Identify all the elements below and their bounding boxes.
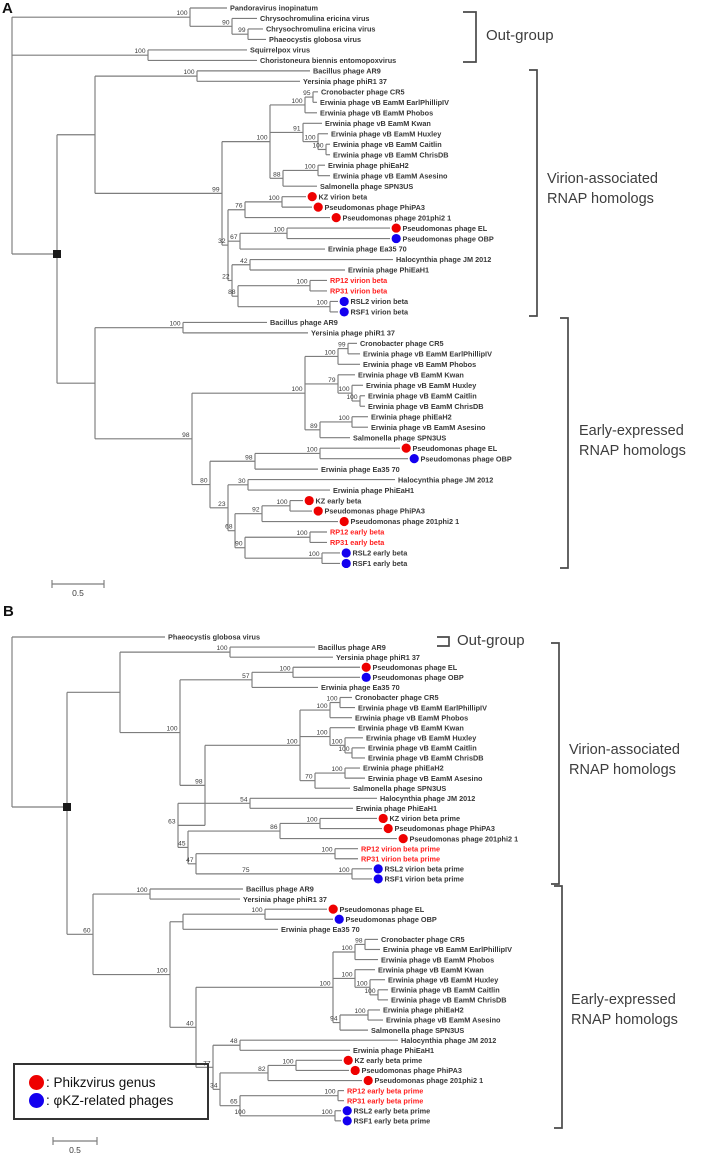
bootstrap-value: 100 xyxy=(324,1088,336,1096)
taxon-label: RSF1 early beta prime xyxy=(353,1116,431,1126)
scale-bar-label: 0.5 xyxy=(72,588,84,598)
panel-a-letter: A xyxy=(2,0,13,17)
bootstrap-value: 100 xyxy=(316,299,328,307)
taxon-label: Erwinia phage Ea35 70 xyxy=(321,683,400,693)
taxon-label: Cronobacter phage CR5 xyxy=(321,87,405,97)
taxon-label: RP31 virion beta xyxy=(330,286,388,296)
virion-group-label-b-line2: RNAP homologs xyxy=(569,762,676,778)
bootstrap-value: 100 xyxy=(273,226,285,234)
blue-dot-icon xyxy=(343,1116,352,1125)
taxon-label: Erwinia phage vB EamM ChrisDB xyxy=(368,401,484,411)
outgroup-label-a: Out-group xyxy=(486,27,554,44)
red-dot-icon xyxy=(344,1056,353,1065)
bootstrap-value: 98 xyxy=(182,431,190,439)
taxon-label: Erwinia phage PhiEaH1 xyxy=(333,485,415,495)
taxon-label: KZ early beta xyxy=(315,496,362,506)
taxon-label: Erwinia phage vB EamM Huxley xyxy=(366,733,477,743)
taxon-label: Erwinia phage vB EamM Caitlin xyxy=(333,139,442,149)
taxon-label: Yersinia phage phiR1 37 xyxy=(311,328,395,338)
red-dot-icon xyxy=(314,506,323,515)
taxon-label: Erwinia phage vB EamM EarlPhillipIV xyxy=(363,349,492,359)
taxon-label: Erwinia phage phiEaH2 xyxy=(383,1005,464,1015)
taxon-label: RP31 early beta xyxy=(330,538,385,548)
taxon-label: Erwinia phage vB EamM Caitlin xyxy=(368,391,477,401)
bootstrap-value: 100 xyxy=(316,703,328,711)
bootstrap-value: 79 xyxy=(328,376,336,384)
taxon-label: RP12 virion beta xyxy=(330,276,388,286)
bootstrap-value: 100 xyxy=(321,846,333,854)
red-dot-icon xyxy=(329,905,338,914)
blue-dot-icon xyxy=(342,548,351,557)
taxon-label: Erwinia phage vB EamM Huxley xyxy=(366,380,477,390)
early-group-label-b xyxy=(571,990,678,1030)
virion-group-label-b xyxy=(569,740,680,780)
root-node-marker xyxy=(53,250,61,258)
bootstrap-value: 63 xyxy=(168,818,176,826)
taxon-label: Pseudomonas phage OBP xyxy=(402,234,494,244)
bootstrap-value: 100 xyxy=(356,980,368,988)
taxon-label: Chrysochromulina ericina virus xyxy=(266,24,376,34)
bootstrap-value: 60 xyxy=(83,927,91,935)
early-group-label-a-line1: Early-expressed xyxy=(579,423,684,439)
legend-box xyxy=(13,1063,209,1120)
taxon-label: Pseudomonas phage EL xyxy=(412,443,498,453)
taxon-label: Pseudomonas phage EL xyxy=(372,662,458,672)
taxon-label: Erwinia phage Ea35 70 xyxy=(321,464,400,474)
bootstrap-value: 100 xyxy=(338,745,350,753)
bootstrap-value: 100 xyxy=(279,665,291,673)
bootstrap-value: 100 xyxy=(216,645,228,653)
group-bracket xyxy=(529,70,537,316)
taxon-label: Yersinia phage phiR1 37 xyxy=(303,77,387,87)
taxon-label: Cronobacter phage CR5 xyxy=(381,935,465,945)
bootstrap-value: 67 xyxy=(230,234,238,242)
group-bracket xyxy=(437,637,449,646)
legend-row-phikzvirus xyxy=(29,1075,207,1090)
taxon-label: Chrysochromulina ericina virus xyxy=(260,14,370,24)
bootstrap-value: 100 xyxy=(319,980,331,988)
bootstrap-value: 100 xyxy=(338,414,350,422)
taxon-label: Erwinia phage vB EamM EarlPhillipIV xyxy=(383,945,512,955)
taxon-label: Erwinia phage vB EamM EarlPhillipIV xyxy=(358,703,487,713)
group-bracket xyxy=(560,318,568,568)
bootstrap-value: 77 xyxy=(203,1060,211,1068)
red-dot-icon xyxy=(314,203,323,212)
blue-dot-icon xyxy=(340,297,349,306)
bootstrap-value: 100 xyxy=(282,1058,294,1066)
red-dot-icon xyxy=(362,663,371,672)
bootstrap-value: 32 xyxy=(218,238,226,246)
taxon-label: Erwinia phage Ea35 70 xyxy=(328,244,407,254)
bootstrap-value: 100 xyxy=(276,498,288,506)
taxon-label: Erwinia phage vB EamM Phobos xyxy=(363,360,477,370)
bootstrap-value: 95 xyxy=(303,90,311,98)
bootstrap-value: 100 xyxy=(291,386,303,394)
bootstrap-value: 100 xyxy=(312,142,324,150)
group-bracket xyxy=(463,12,476,62)
red-dot-icon xyxy=(402,444,411,453)
bootstrap-value: 99 xyxy=(238,27,246,35)
bootstrap-value: 100 xyxy=(346,394,358,401)
taxon-label: Squirrelpox virus xyxy=(250,45,311,55)
scale-bar-label: 0.5 xyxy=(69,1145,81,1155)
taxon-label: Erwinia phage vB EamM Asesino xyxy=(386,1015,501,1025)
legend-phikzvirus-text: : Phikzvirus genus xyxy=(46,1075,156,1090)
bootstrap-value: 57 xyxy=(242,672,250,680)
taxon-label: Yersinia phage phiR1 37 xyxy=(336,652,420,662)
bootstrap-value: 99 xyxy=(338,341,346,349)
blue-dot-icon xyxy=(374,864,383,873)
bootstrap-value: 88 xyxy=(228,289,236,297)
bootstrap-value: 100 xyxy=(136,887,148,895)
bootstrap-value: 100 xyxy=(341,971,353,979)
taxon-label: Pandoravirus inopinatum xyxy=(230,3,318,13)
taxon-label: Erwinia phage Ea35 70 xyxy=(281,925,360,935)
virion-group-label-a-line2: RNAP homologs xyxy=(547,191,654,207)
taxon-label: RP12 early beta xyxy=(330,527,385,537)
taxon-label: Pseudomonas phage PhiPA3 xyxy=(394,824,495,834)
red-dot-icon xyxy=(305,496,314,505)
taxon-label: Erwinia phage PhiEaH1 xyxy=(348,265,430,275)
taxon-label: Pseudomonas phage PhiPA3 xyxy=(324,506,425,516)
blue-dot-icon xyxy=(374,874,383,883)
taxon-label: Erwinia phage vB EamM Huxley xyxy=(388,975,499,985)
taxon-label: Pseudomonas phage OBP xyxy=(372,673,464,683)
red-dot-icon xyxy=(379,814,388,823)
blue-dot-icon xyxy=(342,559,351,568)
taxon-label: Erwinia phage vB EamM Asesino xyxy=(371,422,486,432)
taxon-label: Pseudomonas phage EL xyxy=(339,904,425,914)
legend-phikz-related-text: : φKZ-related phages xyxy=(46,1093,174,1108)
taxon-label: Bacillus phage AR9 xyxy=(313,66,381,76)
taxon-label: RSL2 virion beta xyxy=(350,297,409,307)
root-node-marker xyxy=(63,803,71,811)
red-dot-icon xyxy=(351,1066,360,1075)
taxon-label: Erwinia phage PhiEaH1 xyxy=(356,804,438,814)
taxon-label: Pseudomonas phage PhiPA3 xyxy=(361,1066,462,1076)
bootstrap-value: 91 xyxy=(293,125,301,133)
taxon-label: Erwinia phage phiEaH2 xyxy=(371,412,452,422)
group-bracket xyxy=(551,643,559,884)
bootstrap-value: 100 xyxy=(304,163,316,171)
red-dot-icon xyxy=(340,517,349,526)
taxon-label: Pseudomonas phage OBP xyxy=(345,914,437,924)
bootstrap-value: 89 xyxy=(310,422,318,430)
bootstrap-value: 100 xyxy=(338,866,350,874)
bootstrap-value: 100 xyxy=(134,48,146,56)
bootstrap-value: 100 xyxy=(296,278,308,286)
taxon-label: Erwinia phage vB EamM ChrisDB xyxy=(368,753,484,763)
blue-dot-icon xyxy=(335,915,344,924)
taxon-label: Erwinia phage vB EamM Asesino xyxy=(368,773,483,783)
taxon-label: Salmonella phage SPN3US xyxy=(320,181,414,191)
bootstrap-value: 100 xyxy=(321,1108,333,1116)
taxon-label: Erwinia phage vB EamM Phobos xyxy=(381,955,495,965)
bootstrap-value: 34 xyxy=(210,1082,218,1090)
taxon-label: Pseudomonas phage 201phi2 1 xyxy=(374,1076,484,1086)
red-dot-icon xyxy=(332,213,341,222)
taxon-label: KZ virion beta xyxy=(318,192,368,202)
bootstrap-value: 80 xyxy=(200,477,208,485)
bootstrap-value: 100 xyxy=(326,695,338,703)
virion-group-label-a xyxy=(547,169,658,209)
bootstrap-value: 100 xyxy=(308,551,320,559)
red-dot-icon xyxy=(308,192,317,201)
panel-b-letter: B xyxy=(3,603,14,620)
bootstrap-value: 100 xyxy=(291,97,303,105)
bootstrap-value: 100 xyxy=(251,907,263,915)
red-dot-icon xyxy=(392,223,401,232)
taxon-label: Phaeocystis globosa virus xyxy=(168,632,261,642)
bootstrap-value: 54 xyxy=(240,796,248,804)
taxon-label: Salmonella phage SPN3US xyxy=(371,1025,465,1035)
blue-dot-icon xyxy=(343,1106,352,1115)
bootstrap-value: 100 xyxy=(324,349,336,357)
bootstrap-value: 98 xyxy=(195,778,203,786)
bootstrap-value: 100 xyxy=(316,729,328,737)
red-dot-icon xyxy=(29,1075,44,1090)
taxon-label: RSL2 early beta xyxy=(352,548,408,558)
red-dot-icon xyxy=(399,834,408,843)
taxon-label: Erwinia phage PhiEaH1 xyxy=(353,1045,435,1055)
taxon-label: Halocynthia phage JM 2012 xyxy=(380,793,476,803)
taxon-label: Erwinia phage vB EamM Kwan xyxy=(325,118,431,128)
taxon-label: Salmonella phage SPN3US xyxy=(353,433,447,443)
taxon-label: Bacillus phage AR9 xyxy=(318,642,386,652)
taxon-label: Erwinia phage vB EamM Caitlin xyxy=(368,743,477,753)
bootstrap-value: 100 xyxy=(156,967,168,975)
taxon-label: Erwinia phage vB EamM Phobos xyxy=(355,713,469,723)
taxon-label: RSL2 virion beta prime xyxy=(384,864,464,874)
blue-dot-icon xyxy=(29,1093,44,1108)
taxon-label: Erwinia phage vB EamM Phobos xyxy=(320,108,434,118)
bootstrap-value: 22 xyxy=(222,273,230,281)
taxon-label: RSL2 early beta prime xyxy=(353,1106,431,1116)
virion-group-label-a-line1: Virion-associated xyxy=(547,171,658,187)
red-dot-icon xyxy=(364,1076,373,1085)
bootstrap-value: 100 xyxy=(268,194,280,202)
bootstrap-value: 88 xyxy=(273,171,281,179)
bootstrap-value: 98 xyxy=(355,937,363,945)
blue-dot-icon xyxy=(340,307,349,316)
bootstrap-value: 100 xyxy=(364,987,376,995)
bootstrap-value: 100 xyxy=(286,738,298,746)
taxon-label: Yersinia phage phiR1 37 xyxy=(243,894,327,904)
bootstrap-value: 86 xyxy=(270,824,278,832)
bootstrap-value: 100 xyxy=(331,738,343,746)
taxon-label: Erwinia phage vB EamM Huxley xyxy=(331,129,442,139)
taxon-label: KZ virion beta prime xyxy=(389,814,461,824)
taxon-label: Cronobacter phage CR5 xyxy=(360,339,444,349)
bootstrap-value: 100 xyxy=(306,446,318,454)
bootstrap-value: 90 xyxy=(235,540,243,548)
taxon-label: Halocynthia phage JM 2012 xyxy=(398,475,494,485)
early-group-label-a xyxy=(579,421,686,461)
red-dot-icon xyxy=(384,824,393,833)
bootstrap-value: 45 xyxy=(178,840,186,848)
blue-dot-icon xyxy=(362,673,371,682)
taxon-label: RP12 virion beta prime xyxy=(361,844,441,854)
taxon-label: Erwinia phage vB EamM Caitlin xyxy=(391,985,500,995)
taxon-label: RSF1 virion beta xyxy=(350,307,409,317)
bootstrap-value: 100 xyxy=(176,10,188,18)
taxon-label: Halocynthia phage JM 2012 xyxy=(396,255,492,265)
taxon-label: Pseudomonas phage 201phi2 1 xyxy=(342,213,452,223)
taxon-label: RSF1 virion beta prime xyxy=(384,874,464,884)
bootstrap-value: 76 xyxy=(235,202,243,210)
bootstrap-value: 100 xyxy=(256,134,268,142)
taxon-label: Erwinia phage vB EamM ChrisDB xyxy=(391,995,507,1005)
bootstrap-value: 23 xyxy=(218,500,226,508)
bootstrap-value: 47 xyxy=(186,856,194,864)
bootstrap-value: 82 xyxy=(258,1065,266,1073)
virion-group-label-b-line1: Virion-associated xyxy=(569,742,680,758)
taxon-label: Erwinia phage vB EamM ChrisDB xyxy=(333,150,449,160)
bootstrap-value: 100 xyxy=(341,945,353,952)
bootstrap-value: 100 xyxy=(338,386,350,394)
bootstrap-value: 42 xyxy=(240,257,248,265)
taxon-label: Erwinia phage vB EamM Kwan xyxy=(358,723,464,733)
taxon-label: Pseudomonas phage PhiPA3 xyxy=(324,202,425,212)
taxon-label: Erwinia phage vB EamM Kwan xyxy=(358,370,464,380)
bootstrap-value: 100 xyxy=(166,725,178,733)
taxon-label: Erwinia phage vB EamM EarlPhillipIV xyxy=(320,98,449,108)
taxon-label: Halocynthia phage JM 2012 xyxy=(401,1035,497,1045)
taxon-label: RSF1 early beta xyxy=(352,559,408,569)
taxon-label: RP31 virion beta prime xyxy=(361,854,441,864)
bootstrap-value: 65 xyxy=(230,1098,238,1106)
taxon-label: Pseudomonas phage EL xyxy=(402,223,488,233)
bootstrap-value: 98 xyxy=(245,454,253,462)
taxon-label: Pseudomonas phage OBP xyxy=(420,454,512,464)
taxon-label: Choristoneura biennis entomopoxvirus xyxy=(260,56,397,66)
taxon-label: KZ early beta prime xyxy=(354,1056,423,1066)
taxon-label: Erwinia phage phiEaH2 xyxy=(363,763,444,773)
taxon-label: Pseudomonas phage 201phi2 1 xyxy=(350,517,460,527)
blue-dot-icon xyxy=(392,234,401,243)
bootstrap-value: 99 xyxy=(212,186,220,194)
taxon-label: RP12 early beta prime xyxy=(347,1086,424,1096)
early-group-label-a-line2: RNAP homologs xyxy=(579,443,686,459)
bootstrap-value: 100 xyxy=(169,320,181,328)
taxon-label: Salmonella phage SPN3US xyxy=(353,783,447,793)
bootstrap-value: 90 xyxy=(222,19,230,27)
bootstrap-value: 92 xyxy=(252,506,260,514)
taxon-label: Phaeocystis globosa virus xyxy=(269,35,362,45)
outgroup-label-b: Out-group xyxy=(457,632,525,649)
early-group-label-b-line2: RNAP homologs xyxy=(571,1012,678,1028)
bootstrap-value: 94 xyxy=(330,1015,338,1023)
taxon-label: Erwinia phage vB EamM Kwan xyxy=(378,965,484,975)
bootstrap-value: 100 xyxy=(306,816,318,824)
taxon-label: Bacillus phage AR9 xyxy=(246,884,314,894)
early-group-label-b-line1: Early-expressed xyxy=(571,992,676,1008)
taxon-label: Pseudomonas phage 201phi2 1 xyxy=(409,834,519,844)
bootstrap-value: 68 xyxy=(225,523,233,531)
blue-dot-icon xyxy=(410,454,419,463)
bootstrap-value: 100 xyxy=(296,530,308,538)
bootstrap-value: 48 xyxy=(230,1038,238,1046)
bootstrap-value: 100 xyxy=(304,134,316,142)
taxon-label: Erwinia phage vB EamM Asesino xyxy=(333,171,448,181)
bootstrap-value: 100 xyxy=(234,1108,246,1116)
taxon-label: Cronobacter phage CR5 xyxy=(355,693,439,703)
bootstrap-value: 30 xyxy=(238,477,246,485)
legend-row-phikz-related xyxy=(29,1093,207,1108)
bootstrap-value: 75 xyxy=(242,866,250,874)
group-bracket xyxy=(554,886,562,1128)
bootstrap-value: 100 xyxy=(183,69,195,77)
taxon-label: RP31 early beta prime xyxy=(347,1096,424,1106)
bootstrap-value: 100 xyxy=(354,1008,366,1015)
bootstrap-value: 40 xyxy=(186,1020,194,1028)
bootstrap-value: 70 xyxy=(305,773,313,781)
taxon-label: Erwinia phage phiEaH2 xyxy=(328,160,409,170)
taxon-label: Bacillus phage AR9 xyxy=(270,318,338,328)
bootstrap-value: 100 xyxy=(331,766,343,774)
